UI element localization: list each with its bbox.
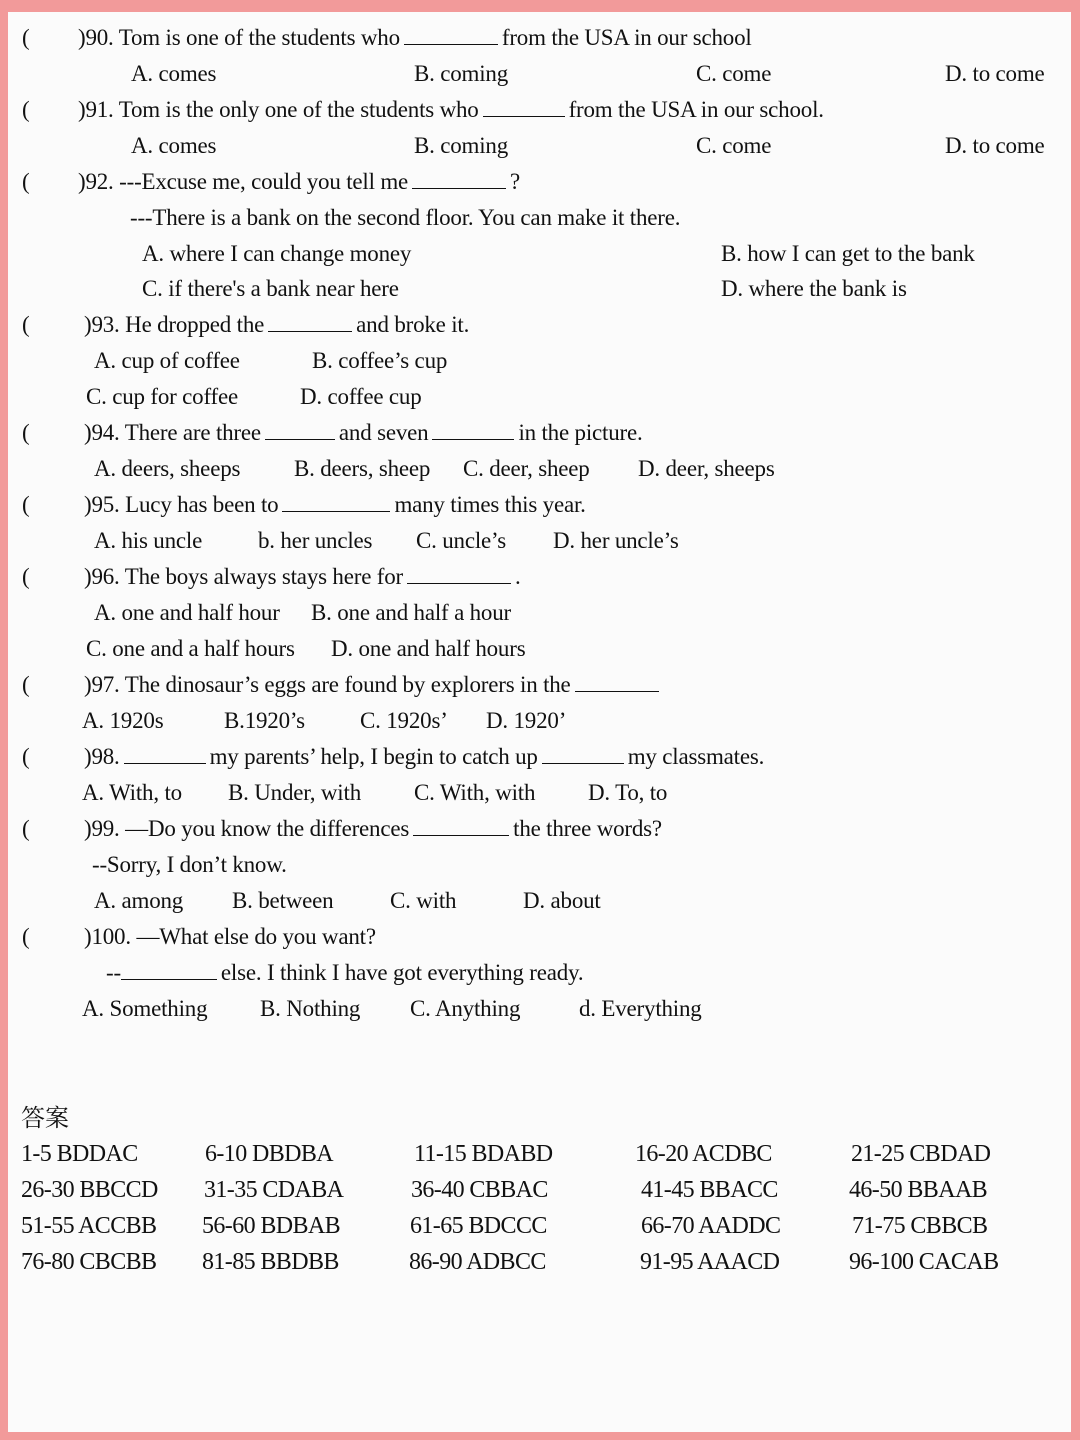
stem-text: and seven	[338, 420, 429, 445]
answer-group: 1-5 BDDAC	[21, 1141, 138, 1167]
option-b: B. deers, sheep	[294, 456, 431, 481]
stem-text: )99. —Do you know the differences	[84, 816, 410, 841]
question-stem	[78, 24, 752, 52]
worksheet-page	[8, 12, 1071, 1432]
answer-group: 76-80 CBCBB	[21, 1249, 157, 1275]
question-stem: )100. —What else do you want?	[84, 924, 376, 949]
stem-text: --	[106, 960, 121, 985]
option-a: A. Something	[82, 996, 208, 1021]
stem-text: )93. He dropped the	[84, 312, 265, 337]
question-stem	[84, 743, 764, 771]
stem-text: and broke it.	[356, 312, 470, 337]
option-d: D. deer, sheeps	[638, 456, 775, 481]
option-d: D. one and half hours	[331, 636, 526, 661]
stem-text: many times this year.	[394, 492, 586, 517]
option-a: A. his uncle	[94, 528, 203, 553]
option-b: B.1920’s	[224, 708, 305, 733]
option-a: A. deers, sheeps	[94, 456, 241, 481]
option-a: A. cup of coffee	[94, 348, 240, 373]
answer-group: 81-85 BBDBB	[202, 1249, 339, 1275]
option-b: B. coming	[414, 61, 509, 86]
answer-group: 96-100 CACAB	[849, 1249, 999, 1275]
answer-bracket: (	[22, 564, 30, 589]
option-c: C. with	[390, 888, 457, 913]
answer-group: 46-50 BBAAB	[849, 1177, 988, 1203]
answer-group: 16-20 ACDBC	[635, 1141, 772, 1167]
option-c: C. deer, sheep	[463, 456, 590, 481]
answer-group: 36-40 CBBAC	[411, 1177, 548, 1203]
stem-text: my parents’ help, I begin to catch up	[209, 744, 538, 769]
answer-blank	[432, 419, 514, 440]
answer-bracket: (	[22, 420, 30, 445]
stem-text: )92. ---Excuse me, could you tell me	[78, 169, 409, 194]
dialogue-reply: --Sorry, I don’t know.	[92, 852, 287, 877]
answer-bracket: (	[22, 97, 30, 122]
question-stem	[84, 563, 521, 591]
answer-blank	[412, 168, 506, 189]
answer-group: 56-60 BDBAB	[202, 1213, 341, 1239]
stem-text: from the USA in our school.	[568, 97, 824, 122]
option-d: D. where the bank is	[721, 276, 907, 301]
option-c: C. With, with	[414, 780, 536, 805]
question-stem	[78, 168, 520, 196]
answer-blank	[268, 311, 352, 332]
option-b: B. how I can get to the bank	[721, 241, 975, 266]
answer-blank	[575, 671, 659, 692]
option-a: A. where I can change money	[142, 241, 412, 266]
answer-bracket: (	[22, 672, 30, 697]
stem-text: )95. Lucy has been to	[84, 492, 279, 517]
question-stem	[84, 311, 469, 339]
stem-text: the three words?	[513, 816, 662, 841]
answer-group: 31-35 CDABA	[204, 1177, 344, 1203]
answer-group: 91-95 AAACD	[640, 1249, 780, 1275]
option-c: C. one and a half hours	[86, 636, 295, 661]
stem-text: )94. There are three	[84, 420, 261, 445]
answer-group: 21-25 CBDAD	[851, 1141, 991, 1167]
stem-text: from the USA in our school	[501, 25, 752, 50]
answer-blank	[404, 24, 498, 45]
answer-group: 26-30 BBCCD	[21, 1177, 158, 1203]
option-c: C. come	[696, 133, 772, 158]
stem-text: else. I think I have got everything ready.	[220, 960, 584, 985]
question-stem	[84, 815, 662, 843]
option-b: B. coffee’s cup	[312, 348, 448, 373]
option-c: C. uncle’s	[416, 528, 506, 553]
answer-group: 71-75 CBBCB	[852, 1213, 988, 1239]
answer-bracket: (	[22, 924, 30, 949]
answer-bracket: (	[22, 816, 30, 841]
option-b: B. between	[232, 888, 334, 913]
question-stem	[78, 96, 824, 124]
answer-group: 11-15 BDABD	[414, 1141, 553, 1167]
option-a: A. comes	[131, 61, 217, 86]
answer-blank	[265, 419, 335, 440]
answer-bracket: (	[22, 312, 30, 337]
dialogue-reply: ---There is a bank on the second floor. You can make it there.	[130, 205, 681, 230]
stem-text: in the picture.	[518, 420, 643, 445]
option-a: A. one and half hour	[94, 600, 280, 625]
dialogue-reply	[106, 959, 583, 987]
answer-blank	[124, 743, 206, 764]
option-a: A. among	[94, 888, 184, 913]
answer-group: 61-65 BDCCC	[410, 1213, 547, 1239]
stem-text: )98.	[84, 744, 120, 769]
stem-text: )90. Tom is one of the students who	[78, 25, 400, 50]
option-a: A. comes	[131, 133, 217, 158]
answer-blank	[483, 96, 565, 117]
option-a: A. With, to	[82, 780, 182, 805]
option-c: C. cup for coffee	[86, 384, 238, 409]
answer-blank	[282, 491, 390, 512]
option-d: D. To, to	[588, 780, 668, 805]
answer-group: 41-45 BBACC	[641, 1177, 778, 1203]
option-c: C. if there's a bank near here	[142, 276, 399, 301]
option-b: B. Under, with	[228, 780, 361, 805]
answer-group: 6-10 DBDBA	[205, 1141, 334, 1167]
stem-text: )91. Tom is the only one of the students who	[78, 97, 479, 122]
option-d: D. 1920’	[486, 708, 567, 733]
option-c: C. 1920s’	[360, 708, 448, 733]
answer-blank	[542, 743, 624, 764]
option-d: D. to come	[945, 61, 1045, 86]
question-stem	[84, 671, 663, 699]
answer-bracket: (	[22, 492, 30, 517]
option-b: B. Nothing	[260, 996, 361, 1021]
option-b: b. her uncles	[258, 528, 373, 553]
answer-bracket: (	[22, 744, 30, 769]
option-d: D. to come	[945, 133, 1045, 158]
option-b: B. coming	[414, 133, 509, 158]
answer-group: 51-55 ACCBB	[21, 1213, 157, 1239]
option-d: d. Everything	[579, 996, 702, 1021]
answer-key-title: 答案	[21, 1104, 69, 1132]
stem-text: )96. The boys always stays here for	[84, 564, 403, 589]
answer-bracket: (	[22, 25, 30, 50]
answer-blank	[413, 815, 509, 836]
question-stem	[84, 419, 643, 447]
question-stem	[84, 491, 586, 519]
stem-text: )97. The dinosaur’s eggs are found by explorers in the	[84, 672, 571, 697]
answer-blank	[407, 563, 511, 584]
stem-text: ?	[510, 169, 521, 194]
option-d: D. coffee cup	[300, 384, 422, 409]
answer-bracket: (	[22, 169, 30, 194]
answer-group: 66-70 AADDC	[641, 1213, 781, 1239]
option-c: C. Anything	[410, 996, 521, 1021]
stem-text: my classmates.	[627, 744, 765, 769]
option-a: A. 1920s	[82, 708, 164, 733]
answer-group: 86-90 ADBCC	[409, 1249, 546, 1275]
stem-text: .	[514, 564, 521, 589]
option-c: C. come	[696, 61, 772, 86]
option-b: B. one and half a hour	[311, 600, 511, 625]
answer-blank	[121, 959, 217, 980]
option-d: D. about	[523, 888, 601, 913]
option-d: D. her uncle’s	[553, 528, 679, 553]
